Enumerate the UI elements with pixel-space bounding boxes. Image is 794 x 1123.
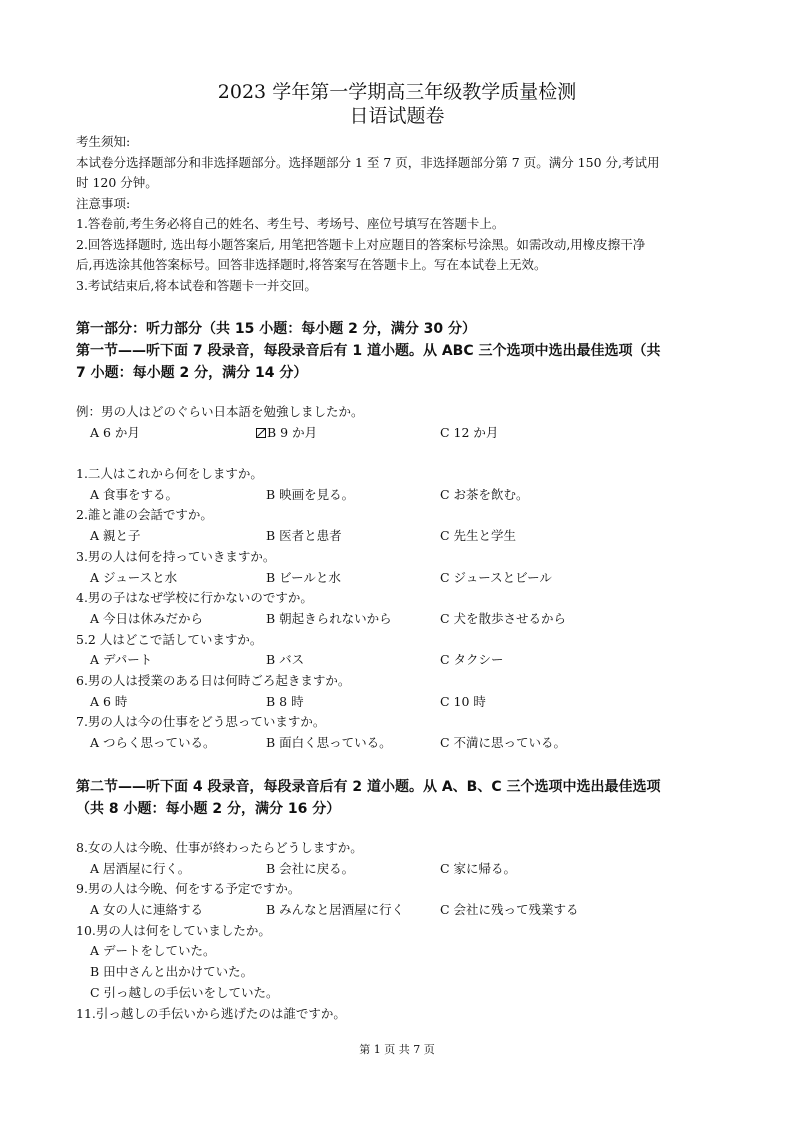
option-a: A 今日は休みだから	[90, 610, 204, 626]
option-b: B みんなと居酒屋に行く	[266, 902, 405, 918]
option-c: C 不満に思っている。	[440, 735, 567, 750]
option-c: C 引っ越しの手伝いをしていた。	[90, 984, 279, 1000]
option-a: A 6 時	[90, 693, 128, 709]
option-b: B ビールと水	[266, 569, 341, 585]
section2-heading-cont: （共 8 小题：每小题 2 分，满分 16 分）	[76, 801, 341, 817]
question-7-options	[76, 733, 736, 754]
question-5: 5.2 人はどこで話していますか。	[76, 631, 263, 647]
option-b: B 田中さんと出かけていた。	[90, 964, 254, 980]
option-a: A つらく思っている。	[90, 735, 216, 750]
option-a: A ジュースと水	[90, 569, 178, 585]
attention-item: 后,再选涂其他答案标号。回答非选择题时,将答案写在答题卡上。写在本试卷上无效。	[76, 257, 547, 272]
instructions	[76, 132, 724, 296]
attention-item: 1.答卷前,考生务必将自己的姓名、考生号、考场号、座位号填写在答题卡上。	[76, 216, 505, 231]
option-c: C 犬を散歩させるから	[440, 610, 567, 626]
checked-box-icon	[256, 428, 266, 438]
option-c: C タクシー	[440, 652, 504, 668]
notice-line: 时 120 分钟。	[76, 175, 158, 190]
example-option-a: A 6 か月	[90, 424, 140, 440]
option-a: A 居酒屋に行く。	[90, 860, 191, 876]
part-heading: 第一部分：听力部分（共 15 小题：每小题 2 分，满分 30 分）	[76, 321, 476, 337]
question-5-options	[76, 650, 736, 671]
question-9: 9.男の人は今晩、何をする予定ですか。	[76, 881, 301, 897]
example-option-c: C 12 か月	[440, 424, 499, 440]
option-c: C ジュースとビール	[440, 569, 552, 585]
attention-item: 3.考试结束后,将本试卷和答题卡一并交回。	[76, 277, 317, 293]
option-b: B 朝起きられないから	[266, 610, 392, 626]
attention-item: 2.回答选择题时, 选出每小题答案后, 用笔把答题卡上对应题目的答案标号涂黑。如需改动,用橡皮擦干净	[76, 236, 646, 252]
notice-title: 考生须知:	[76, 134, 131, 149]
option-a: A 親と子	[90, 528, 141, 544]
example-options	[76, 423, 736, 444]
spacer	[76, 443, 736, 464]
attention-title: 注意事项:	[76, 195, 131, 211]
question-11: 11.引っ越しの手伝いから逃げたのは誰ですか。	[76, 1005, 346, 1021]
question-10: 10.男の人は何をしていましたか。	[76, 922, 271, 938]
example-question: 例：男の人はどのぐらい日本語を勉強しましたか。	[76, 404, 364, 419]
question-1: 1.二人はこれから何をしますか。	[76, 466, 263, 482]
option-a: A 女の人に連絡する	[90, 902, 204, 918]
notice-line: 本试卷分选择题部分和非选择题部分。选择题部分 1 至 7 页，非选择题部分第 7 页。满分 150 分,考试用	[76, 154, 660, 170]
option-b: B 映画を見る。	[266, 486, 355, 502]
option-c: C 家に帰る。	[440, 860, 517, 876]
option-b: B バス	[266, 652, 305, 668]
question-8-options	[76, 859, 736, 880]
question-6: 6.男の人は授業のある日は何時ごろ起きますか。	[76, 672, 351, 688]
option-b: B 面白く思っている。	[266, 735, 392, 750]
question-1-options	[76, 485, 736, 506]
option-a: A デートをしていた。	[90, 943, 216, 959]
question-4-options	[76, 609, 736, 630]
question-8: 8.女の人は今晩、仕事が終わったらどうしますか。	[76, 840, 363, 855]
exam-title: 2023 学年第一学期高三年级教学质量检测	[217, 81, 577, 103]
example-option-b: B 9 か月	[256, 423, 317, 444]
question-2-options	[76, 526, 736, 547]
section1-questions	[76, 402, 736, 754]
question-3: 3.男の人は何を持っていきますか。	[76, 548, 276, 564]
part1-heading	[76, 318, 724, 384]
page-number: 第 1 页 共 7 页	[359, 1043, 435, 1056]
section1-heading: 第一节——听下面 7 段录音，每段录音后有 1 道小题。从 ABC 三个选项中选出最佳选项（共	[76, 343, 661, 359]
question-4: 4.男の子はなぜ学校に行かないのですか。	[76, 590, 313, 606]
section1-heading-cont: 7 小题：每小题 2 分，满分 14 分）	[76, 365, 308, 381]
option-b: B 医者と患者	[266, 528, 342, 544]
section2-heading	[76, 776, 724, 820]
option-a: A デパート	[90, 652, 153, 668]
option-c: C 10 時	[440, 693, 486, 709]
option-a: A 食事をする。	[90, 486, 179, 502]
section2-heading-line: 第二节——听下面 4 段录音，每段录音后有 2 道小题。从 A、B、C 三个选项中选出最佳选项	[76, 779, 661, 795]
question-9-options	[76, 900, 736, 921]
option-c: C お茶を飲む。	[440, 486, 529, 502]
exam-subtitle: 日语试题卷	[349, 105, 445, 127]
question-2: 2.誰と誰の会話ですか。	[76, 507, 213, 523]
question-7: 7.男の人は今の仕事をどう思っていますか。	[76, 714, 326, 730]
question-6-options	[76, 692, 736, 713]
option-b: B 8 時	[266, 693, 304, 709]
option-b: B 会社に戻る。	[266, 860, 355, 876]
option-c: C 会社に残って残業する	[440, 902, 579, 918]
section2-questions	[76, 838, 736, 1024]
question-3-options	[76, 568, 736, 589]
option-c: C 先生と学生	[440, 528, 517, 544]
